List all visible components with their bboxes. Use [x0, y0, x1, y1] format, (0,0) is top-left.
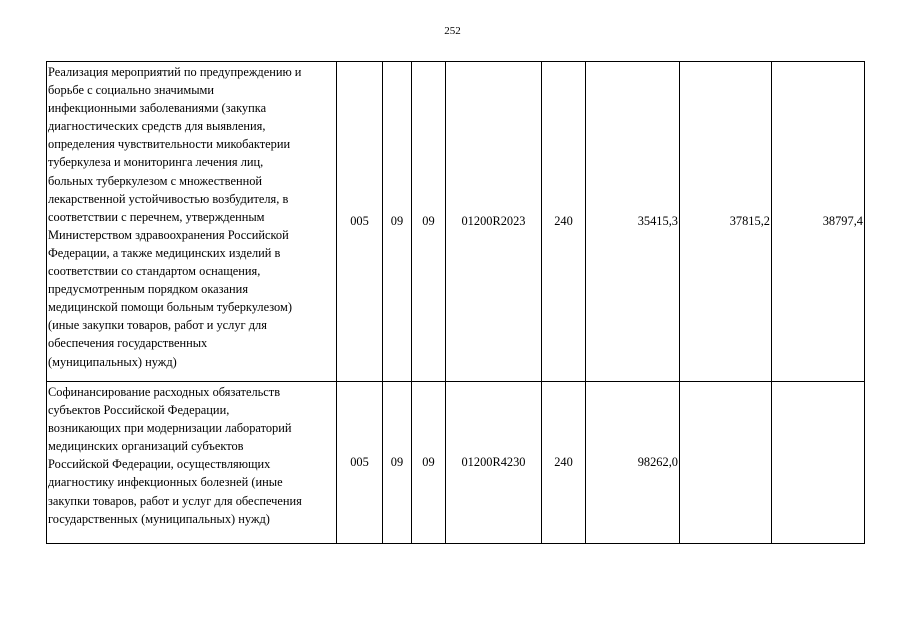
subsection-code: 09 [412, 382, 446, 544]
amount-year-1: 98262,0 [586, 382, 680, 544]
ministry-code: 005 [337, 62, 383, 382]
target-article-code: 01200R4230 [446, 382, 542, 544]
expense-type-code: 240 [542, 62, 586, 382]
target-article-code: 01200R2023 [446, 62, 542, 382]
table-row [47, 62, 865, 382]
amount-year-3: 38797,4 [772, 62, 865, 382]
amount-year-3 [772, 382, 865, 544]
table-row [47, 382, 865, 544]
amount-year-1: 35415,3 [586, 62, 680, 382]
section-code: 09 [383, 382, 412, 544]
row-description: Реализация мероприятий по предупреждению и борьбе с социально значимыми инфекционными заболеваниями (закупка диагностических средств для выявления, определения чувствительности микобактерии туберкулеза и мониторинга лечения лиц, больных туберкулезом с множественной лекарственной устойчивостью возбудителя, в соответствии с перечнем, утвержденным Министерством здравоохранения Российской Федерации, а также медицинских изделий в соответствии со стандартом оснащения, предусмотренным порядком оказания медицинской помощи больным туберкулезом) (иные закупки товаров, работ и услуг для обеспечения государственных (муниципальных) нужд) [47, 62, 337, 382]
row-description: Софинансирование расходных обязательств субъектов Российской Федерации, возникающих при модернизации лабораторий медицинских организаций субъектов Российской Федерации, осуществляющих диагностику инфекционных болезней (иные закупки товаров, работ и услуг для обеспечения государственных (муниципальных) нужд) [47, 382, 337, 544]
amount-year-2 [680, 382, 772, 544]
amount-year-2: 37815,2 [680, 62, 772, 382]
section-code: 09 [383, 62, 412, 382]
ministry-code: 005 [337, 382, 383, 544]
page-number: 252 [444, 25, 461, 37]
subsection-code: 09 [412, 62, 446, 382]
budget-table [46, 61, 865, 544]
expense-type-code: 240 [542, 382, 586, 544]
